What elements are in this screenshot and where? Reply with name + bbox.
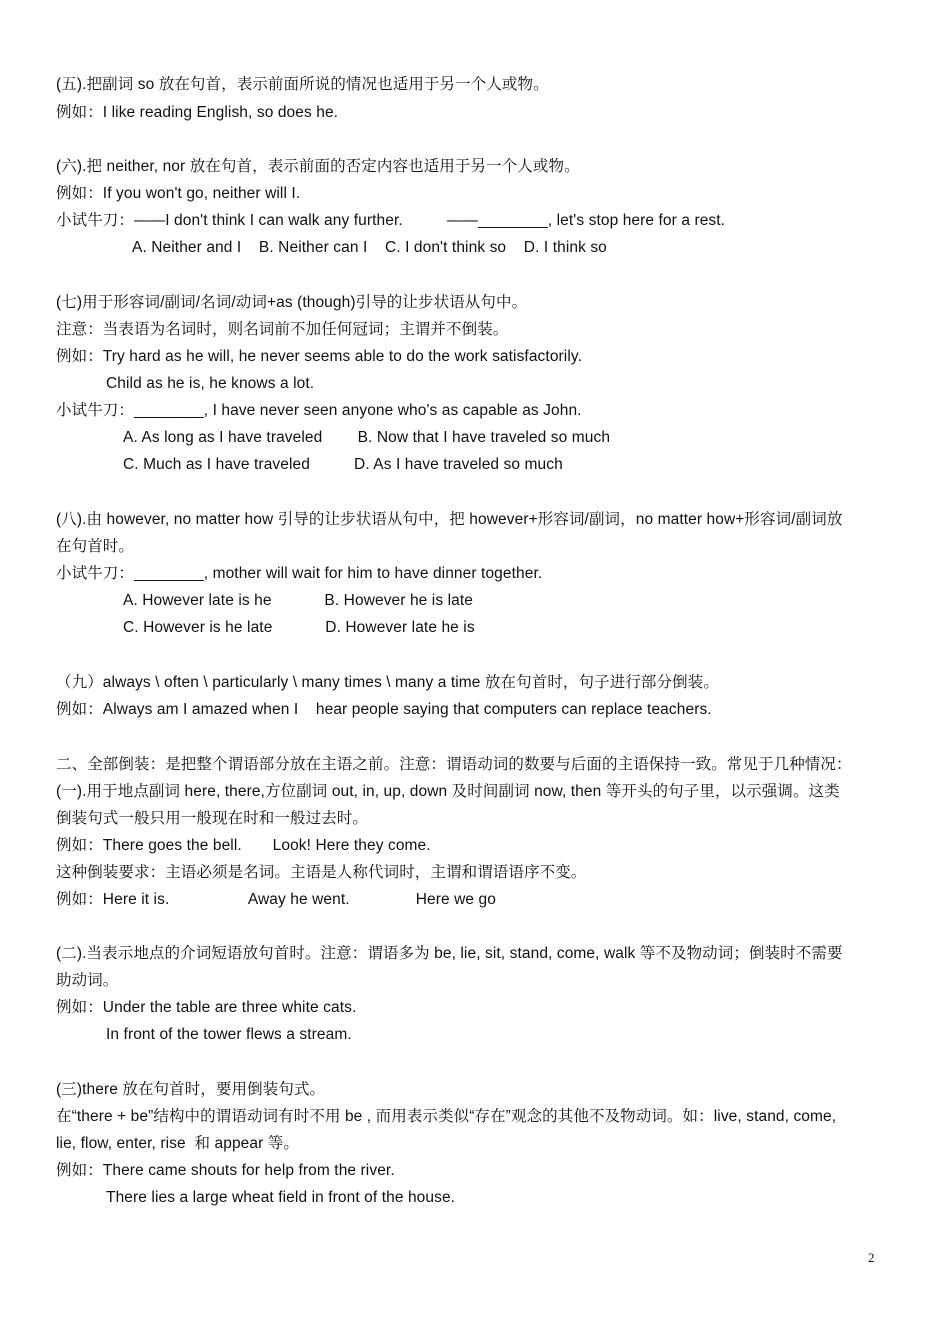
- example-line: 例如：I like reading English, so does he.: [56, 104, 339, 121]
- note-line: 这种倒装要求：主语必须是名词。主语是人称代词时，主谓和谓语语序不变。: [56, 864, 587, 881]
- example-line: 例如：There goes the bell. Look! Here they come.: [56, 837, 431, 854]
- exercise-line: 小试牛刀：________, I have never seen anyone who's as capable as John.: [56, 402, 582, 419]
- heading-7: (七)用于形容词/副词/名词/动词+as (though)引导的让步状语从句中。: [56, 294, 528, 311]
- exercise-line: 小试牛刀：________, mother will wait for him to have dinner together.: [56, 565, 543, 582]
- body-line: lie, flow, enter, rise 和 appear 等。: [56, 1135, 299, 1152]
- options-line: A. As long as I have traveled B. Now that I have traveled so much: [123, 429, 611, 446]
- section-heading-full-inversion: 二、全部倒装：是把整个谓语部分放在主语之前。注意：谓语动词的数要与后面的主语保持一致。常见于几种情况：: [56, 756, 852, 773]
- body-line: 倒装句式一般只用一般现在时和一般过去时。: [56, 810, 369, 827]
- example-line: Child as he is, he knows a lot.: [106, 375, 315, 392]
- page-number: 2: [868, 1250, 875, 1265]
- heading-3: (三)there 放在句首时，要用倒装句式。: [56, 1081, 326, 1098]
- options-line: C. However is he late D. However late he is: [123, 619, 475, 636]
- body-line: 在“there + be”结构中的谓语动词有时不用 be , 而用表示类似“存在”观念的其他不及物动词。如：live, stand, come,: [56, 1108, 837, 1125]
- body-line: 在句首时。: [56, 538, 135, 555]
- exercise-line: 小试牛刀：——I don't think I can walk any further. ——________, let's stop here for a rest.: [56, 212, 726, 229]
- options-line: A. However late is he B. However he is late: [123, 592, 473, 609]
- example-line: 例如：If you won't go, neither will I.: [56, 185, 301, 202]
- example-line: 例如：Here it is. Away he went. Here we go: [56, 891, 497, 908]
- example-line: There lies a large wheat field in front of the house.: [106, 1189, 456, 1206]
- example-line: 例如：Try hard as he will, he never seems able to do the work satisfactorily.: [56, 348, 582, 365]
- body-line: 助动词。: [56, 972, 119, 989]
- heading-9: （九）always \ often \ particularly \ many times \ many a time 放在句首时，句子进行部分倒装。: [56, 674, 719, 691]
- note-line: 注意：当表语为名词时，则名词前不加任何冠词；主谓并不倒装。: [56, 321, 509, 338]
- example-line: 例如：Always am I amazed when I hear people saying that computers can replace teachers.: [56, 701, 712, 718]
- options-line: A. Neither and I B. Neither can I C. I don't think so D. I think so: [132, 239, 607, 256]
- example-line: 例如：There came shouts for help from the river.: [56, 1162, 395, 1179]
- heading-6: (六).把 neither, nor 放在句首，表示前面的否定内容也适用于另一个人或物。: [56, 158, 580, 175]
- heading-2: (二).当表示地点的介词短语放句首时。注意：谓语多为 be, lie, sit, stand, come, walk 等不及物动词；倒装时不需要: [56, 945, 843, 962]
- heading-8: (八).由 however, no matter how 引导的让步状语从句中，把 however+形容词/副词，no matter how+形容词/副词放: [56, 511, 843, 528]
- heading-5: (五).把副词 so 放在句首，表示前面所说的情况也适用于另一个人或物。: [56, 76, 549, 93]
- example-line: In front of the tower flews a stream.: [106, 1026, 352, 1043]
- example-line: 例如：Under the table are three white cats.: [56, 999, 357, 1016]
- heading-1: (一).用于地点副词 here, there,方位副词 out, in, up, down 及时间副词 now, then 等开头的句子里，以示强调。这类: [56, 783, 840, 800]
- options-line: C. Much as I have traveled D. As I have traveled so much: [123, 456, 563, 473]
